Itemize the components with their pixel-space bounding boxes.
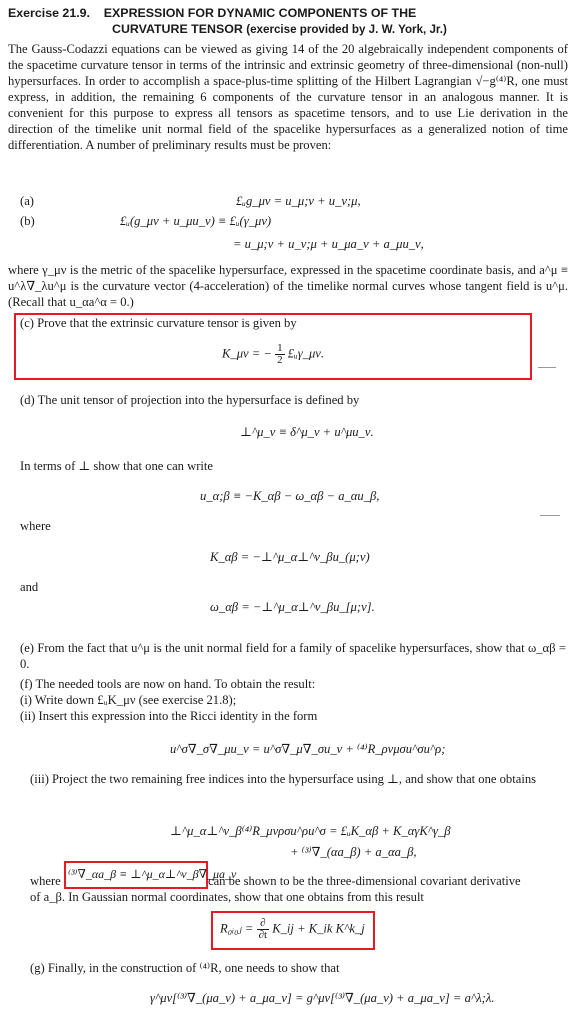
gaussian-coordinates-text: of a_β. In Gaussian normal coordinates, show that one obtains from this result <box>30 890 424 904</box>
part-d-text: (d) The unit tensor of projection into the hypersurface is defined by <box>20 393 360 407</box>
part-f-text: (f) The needed tools are now on hand. To obtain the result: <box>20 677 316 691</box>
where-label: where <box>20 519 51 533</box>
part-e-text: (e) From the fact that u^μ is the unit normal field for a family of spacelike hypersurfaces, show that ω_αβ = 0. <box>20 641 566 671</box>
part-g-equation: γ^μν[⁽³⁾∇_(μa_ν) + a_μa_ν] = g^μν[⁽³⁾∇_(μa_ν) + a_μa_ν] = a^λ;λ. <box>150 991 495 1005</box>
part-d-equation-2: u_α;β ≡ −K_αβ − ω_αβ − a_αu_β, <box>200 489 380 503</box>
exercise-title-line2: CURVATURE TENSOR (exercise provided by J. W. York, Jr.) <box>112 22 447 36</box>
part-b-equation-2: = u_μ;ν + u_ν;μ + u_μa_ν + a_μu_ν, <box>233 237 424 251</box>
part-a-equation: £ᵤg_μν = u_μ;ν + u_ν;μ, <box>236 194 361 208</box>
part-d-equation-4: ω_αβ = −⊥^μ_α⊥^ν_βu_[μ;ν]. <box>210 600 375 614</box>
part-f-step-i: (i) Write down £ᵤK_μν (see exercise 21.8); <box>20 693 237 707</box>
where-paragraph: where γ_μν is the metric of the spacelike hypersurface, expressed in the spacetime coordinate basis, and a^μ ≡ u^λ∇_λu^μ is the curvature vector (4-acceleration) of the timelike normal curves whose tangent field is u^μ. (Recall that u_αa^α = 0.) <box>8 263 568 309</box>
part-g-text: (g) Finally, in the construction of ⁽⁴⁾R, one needs to show that <box>30 961 340 975</box>
margin-mark-2 <box>540 515 560 516</box>
exercise-number: Exercise 21.9. EXPRESSION FOR DYNAMIC COMPONENTS OF THE <box>8 6 417 20</box>
where-label-2: where <box>30 874 61 888</box>
covariant-derivative-definition: ⁽³⁾∇_αa_β ≡ ⊥^μ_α⊥^ν_β∇_μa_ν <box>68 867 237 881</box>
part-c-equation: K_μν = − $\frac{1}{2}$ £ᵤγ_μν. <box>222 342 325 366</box>
part-f-step-iii: (iii) Project the two remaining free indices into the hypersurface using ⊥, and show that one obtains <box>30 772 537 786</box>
part-d-text-2: In terms of ⊥ show that one can write <box>20 459 214 473</box>
exercise-credit: (exercise provided by J. W. York, Jr.) <box>246 23 447 36</box>
part-a-label: (a) <box>20 194 34 208</box>
margin-mark <box>538 367 556 368</box>
exercise-title: EXPRESSION FOR DYNAMIC COMPONENTS OF THE <box>103 6 417 20</box>
part-d-equation-1: ⊥^μ_ν ≡ δ^μ_ν + u^μu_ν. <box>240 425 374 439</box>
part-f-step-ii: (ii) Insert this expression into the Ricci identity in the form <box>20 709 318 723</box>
ricci-identity-equation: u^σ∇_σ∇_μu_ν = u^σ∇_μ∇_σu_ν + ⁽⁴⁾R_ρνμσu^σu^ρ; <box>170 742 446 756</box>
part-b-equation-1: £ᵤ(g_μν + u_μu_ν) ≡ £ᵤ(γ_μν) <box>120 214 272 228</box>
part-b-label: (b) <box>20 214 35 228</box>
one-half-fraction: $\frac{1}{2}$ <box>277 342 283 366</box>
projected-riemann-equation-1: ⊥^μ_α⊥^ν_β⁽⁴⁾R_μνρσu^ρu^σ = £ᵤK_αβ + K_αγK^γ_β <box>170 824 451 838</box>
intro-paragraph: The Gauss-Codazzi equations can be viewed as giving 14 of the 20 algebraically independent components of the spacetime curvature tensor in terms of the intrinsic and extrinsic geometry of three-dimensional (non-null) hypersurfaces. In order to accomplish a space-plus-time splitting of the Hilbert Lagrangian √−g⁽⁴⁾R, one must express, in addition, the remaining 6 components of the curvature tensor in an analogous manner. It is convenient for this purpose to express all tensors as spacetime tensors, and to use Lie derivation in the direction of the timelike unit normal field of the spacelike hypersurfaces as a generalized notion of time differentiation. A number of preliminary results must be proven: <box>8 42 568 152</box>
projected-riemann-equation-2: + ⁽³⁾∇_(αa_β) + a_αa_β, <box>290 845 417 859</box>
partial-t-fraction: $\frac{\partial}{\partial t}$ <box>258 917 268 941</box>
part-d-equation-3: K_αβ = −⊥^μ_α⊥^ν_βu_(μ;ν) <box>210 550 370 564</box>
boxed-result-equation: R₀ᵢ₀ⱼ = $\frac{\partial}{\partial t}$ K_ij + K_ik K^k_j <box>220 917 365 941</box>
and-label: and <box>20 580 39 594</box>
part-c-text: (c) Prove that the extrinsic curvature tensor is given by <box>20 316 297 330</box>
where-rest-text: can be shown to be the three-dimensional covariant derivative <box>208 874 521 888</box>
